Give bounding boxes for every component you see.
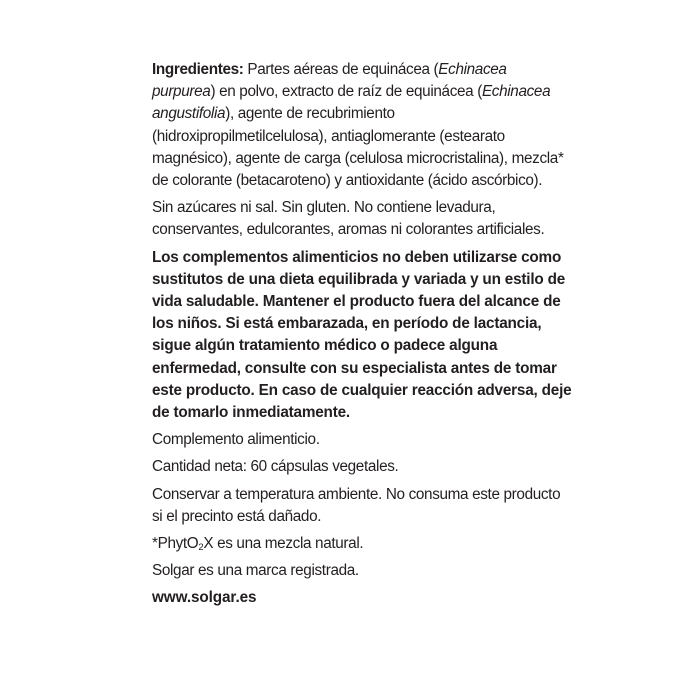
website-link[interactable]: www.solgar.es [152,589,257,607]
ingredients-text-3: ), agente de recubrimiento (hidroxipropilmetilcelulosa), antiaglomerante (estearato magnésico), agente de carga (celulosa microcristalina), mezcla* de colorante (betacaroteno) y antioxidante (ácido ascórbico). [152,105,564,190]
ingredients-heading: Ingredientes: [152,61,244,78]
ingredients-paragraph [152,59,572,192]
product-type: Complemento alimenticio. [152,431,320,449]
species-name-purpurea: Echinacea purpurea [152,61,507,101]
ingredients-text-2: ) en polvo, extracto de raíz de equinácea ( [210,83,482,101]
warning-statement: Los complementos alimenticios no deben utilizarse como sustitutos de una dieta equilibrada y variada y un estilo de vida saludable. Mantener el producto fuera del alcance de los niños. Si está embarazada, en período de lactancia, sigue algún tratamiento médico o padece alguna enfermedad, consulte con su especialista antes de tomar este producto. En caso de cualquier reacción adversa, deje de tomarlo inmediatamente. [152,248,572,422]
phyto-note-subscript: 2 [198,542,204,554]
phyto-note [152,533,572,555]
ingredients-text-1: Partes aéreas de equinácea ( [243,61,439,78]
storage-instructions: Conservar a temperatura ambiente. No consuma este producto si el precinto está dañado. [152,485,561,525]
species-name-angustifolia: Echinacea angustifolia [152,83,551,123]
phyto-note-suffix: X es una mezcla natural. [203,535,364,553]
free-from-statement: Sin azúcares ni sal. Sin gluten. No contiene levadura, conservantes, edulcorantes, aromas ni colorantes artificiales. [152,199,545,239]
phyto-note-prefix: *PhytO [152,535,199,553]
trademark-notice: Solgar es una marca registrada. [152,562,359,580]
product-label-text [152,59,572,610]
net-quantity: Cantidad neta: 60 cápsulas vegetales. [152,458,399,476]
